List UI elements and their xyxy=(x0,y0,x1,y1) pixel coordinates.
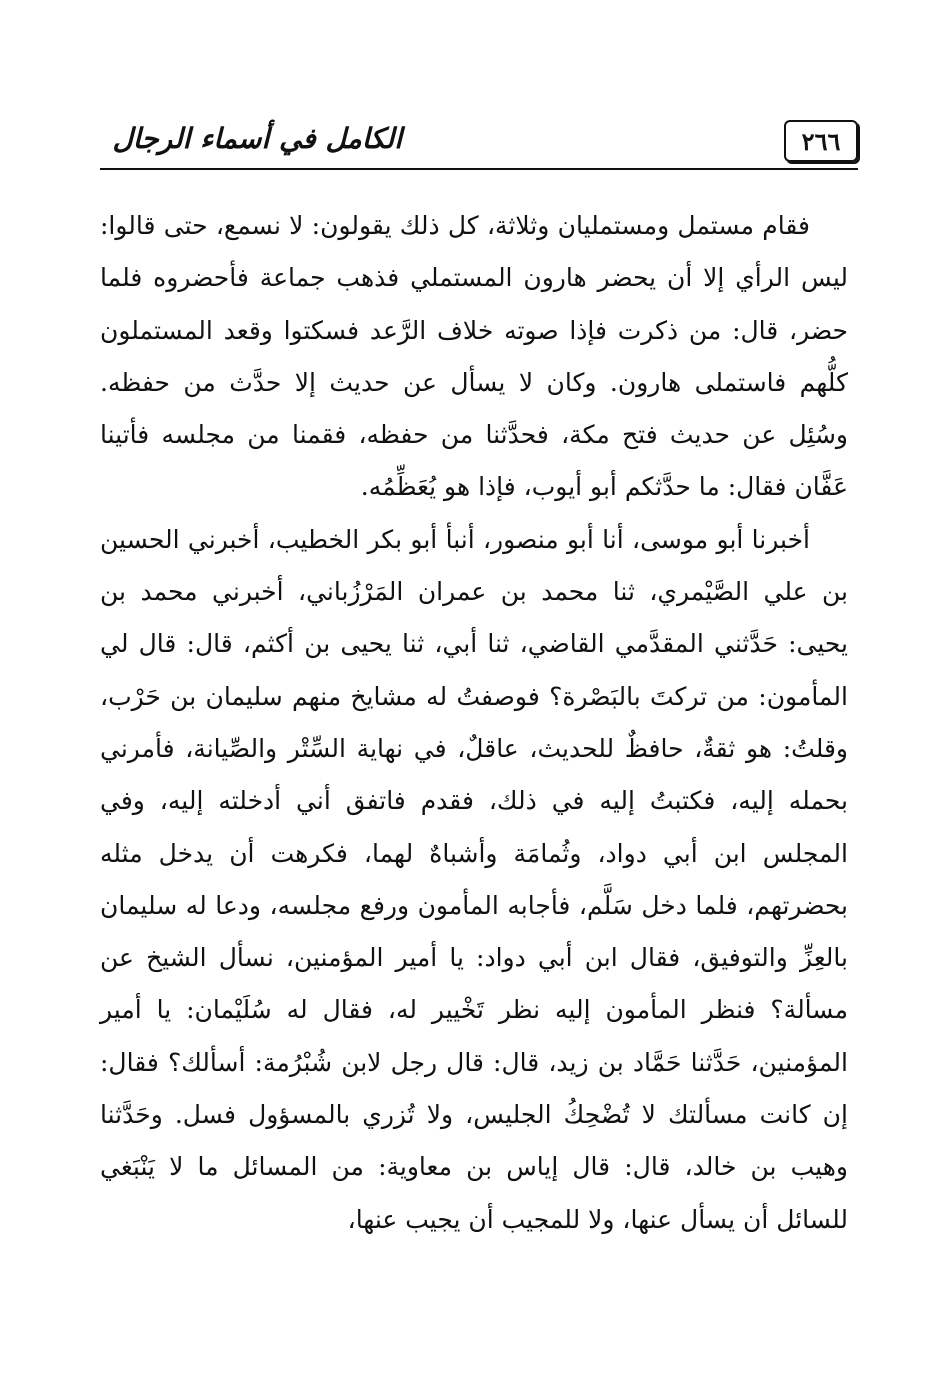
paragraph: أخبرنا أبو موسى، أنا أبو منصور، أنبأ أبو بكر الخطيب، أخبرني الحسين بن علي الصَّيْمري، ثنا محمد بن عمران المَرْزُباني، أخبرني محمد بن يحيى: حَدَّثني المقدَّمي القاضي، ثنا أبي، ثنا يحيى بن أكثم، قال: قال لي المأمون: من تركتَ بالبَصْرة؟ فوصفتُ له مشايخ منهم سليمان بن حَرْب، وقلتُ: هو ثقةٌ، حافظٌ للحديث، عاقلٌ، في نهاية السِّتْر والصِّيانة، فأمرني بحمله إليه، فكتبتُ إليه في ذلك، فقدم فاتفق أني أدخلته إليه، وفي المجلس ابن أبي دواد، وثُمامَة وأشباهٌ لهما، فكرهت أن يدخل مثله بحضرتهم، فلما دخل سَلَّم، فأجابه المأمون ورفع مجلسه، ودعا له سليمان بالعِزِّ والتوفيق، فقال ابن أبي دواد: يا أمير المؤمنين، نسأل الشيخ عن مسألة؟ فنظر المأمون إليه نظر تَخْيير له، فقال له سُلَيْمان: يا أمير المؤمنين، حَدَّثنا حَمَّاد بن زيد، قال: قال رجل لابن شُبْرُمة: أسألك؟ فقال: إن كانت مسألتك لا تُضْحِكُ الجليس، ولا تُزري بالمسؤول فسل. وحَدَّثنا وهيب بن خالد، قال: قال إياس بن معاوية: من المسائل ما لا يَنْبَغي للسائل أن يسأل عنها، ولا للمجيب أن يجيب عنها، xyxy=(100,524,848,1234)
page-number: ٢٦٦ xyxy=(784,120,858,162)
book-title: الكامل في أسماء الرجال xyxy=(112,121,402,155)
page-body xyxy=(100,200,848,1246)
paragraph: فقام مستمل ومستمليان وثلاثة، كل ذلك يقولون: لا نسمع، حتى قالوا: ليس الرأي إلا أن يحضر هارون المستملي فذهب جماعة فأحضروه فلما حضر، قال: من ذكرت فإذا صوته خلاف الرَّعد فسكتوا وقعد المستملون كلُّهم فاستملى هارون. وكان لا يسأل عن حديث إلا حدَّث من حفظه. وسُئِل عن حديث فتح مكة، فحدَّثنا من حفظه، فقمنا من مجلسه فأتينا عَفَّان فقال: ما حدَّثكم أبو أيوب، فإذا هو يُعَظِّمُه. xyxy=(100,211,848,502)
header-divider xyxy=(100,168,858,170)
page-header xyxy=(100,108,858,168)
